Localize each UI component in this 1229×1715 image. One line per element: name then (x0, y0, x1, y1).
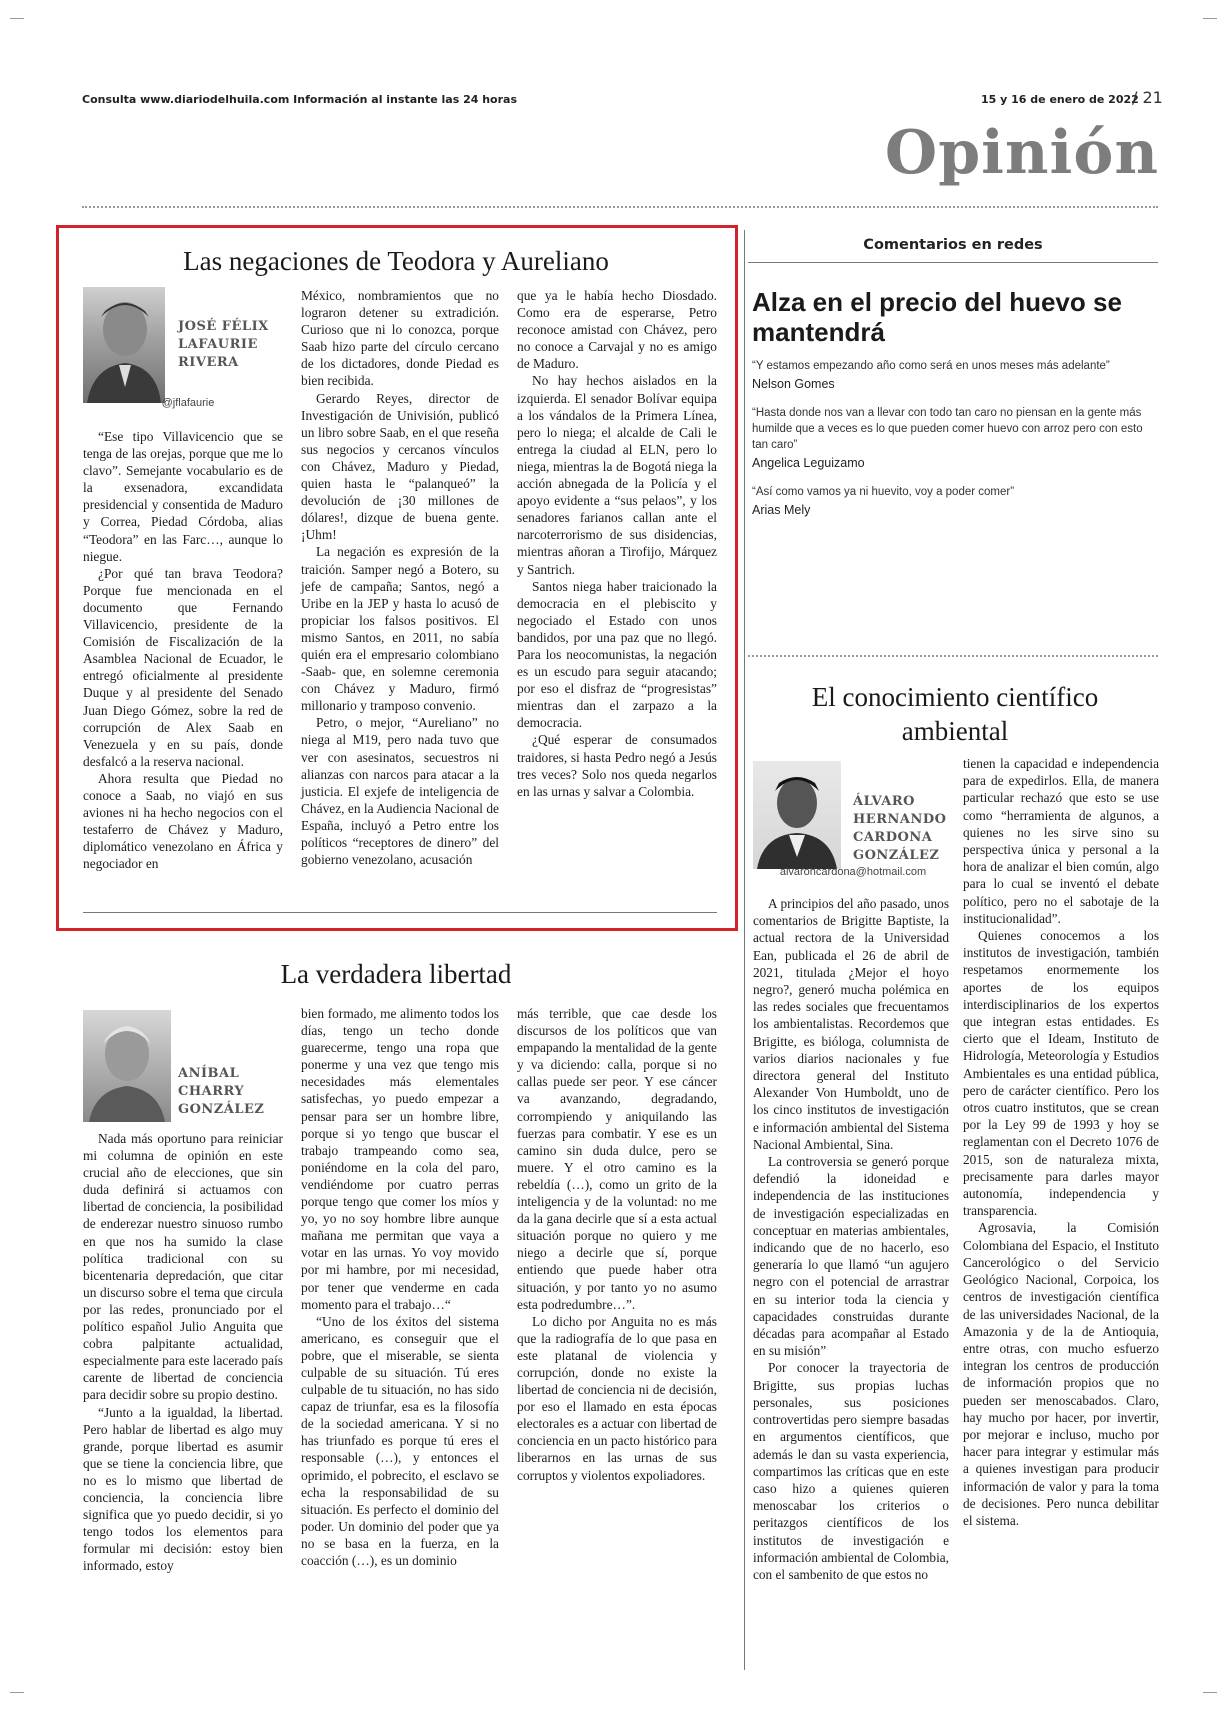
author-first-name: ÁLVARO (853, 794, 915, 809)
comments-kicker: Comentarios en redes (863, 237, 1043, 253)
paragraph: más terrible, que cae desde los discursos de los políticos que van empapando la mentalidad de la gente y va diciendo: calla, porque si no callas puede ser peor. Y ese cáncer va avanzando, degradando, corrompiendo y aniquilando las fuerzas para combatir. Y ese es un camino sin duda dulce, pero se muere. Y el otro camino es la rebeldía (…), como un grito de la inteligencia y de la voluntad: no me da la gana decirle que sí a esta actual situación porque no quiero y me niego a decirle que sí, porque entiendo que puede haber otra situación, y por tanto yo no asumo esta podredumbre…”. (517, 1006, 717, 1312)
comments-title: Alza en el precio del huevo se mantendrá (752, 287, 1122, 347)
author-last-name-2: RIVERA (178, 355, 239, 370)
article2-column-1 (83, 1130, 283, 1574)
paragraph: Petro, o mejor, “Aureliano” no niega al M19, pero nada tuvo que ver con asesinatos, secuestros ni alianzas con narcos para atacar a la justicia. El exjefe de inteligencia de Chávez, en la Audiencia Nacional de España, incluyó a Petro entre los políticos “receptores de dinero” del gobierno venezolano, acusación (301, 715, 499, 868)
paragraph: Santos niega haber traicionado la democracia en el plebiscito y negociado el Estado con unos bandidos, por una paz que no llegó. Para los neocomunistas, la negación es un escudo para seguir atacando; por eso el disfraz de “progresistas” mientras dan el zarpazo a la democracia. (517, 578, 717, 731)
article2-column-2 (301, 1005, 499, 1569)
crop-mark-bottom-left (10, 1692, 24, 1693)
section-title: Opinión (884, 118, 1159, 188)
comment-quote: “Y estamos empezando año como será en unos meses más adelante” (752, 360, 1110, 372)
paragraph: ¿Por qué tan brava Teodora? Porque fue mencionada en el documento que Fernando Villavicencio, presidente de la Comisión de Fiscalización de la Asamblea Nacional de Ecuador, le entregó oficialmente al presidente Duque y al presidente del Senado Juan Diego Gómez, sobre la red de corrupción de Alex Saab en Venezuela y en su país, donde desfalcó a la reserva nacional. (83, 565, 283, 769)
comment-item (752, 484, 1152, 517)
crop-mark-top-left (10, 18, 24, 19)
paragraph: tienen la capacidad e independencia para de expedirlos. Ella, de manera particular rechazó que esto se use como “herramienta de algunos, a quienes no les sirve sino su perspectiva única y personal a la hora de analizar el bien común, algo para lo cual se inventó el debate político, pero no el sabotaje de la institucionalidad”. (963, 756, 1159, 926)
article1-title: Las negaciones de Teodora y Aureliano (183, 246, 609, 276)
article3-author (853, 793, 946, 865)
crop-mark-bottom-right (1203, 1692, 1217, 1693)
column-divider (744, 230, 745, 1670)
paragraph: México, nombramientos que no lograron detener su extradición. Curioso que ni lo conozca, porque Saab hizo parte del círculo cercano de los dictadores, donde Piedad es bien recibida. (301, 288, 499, 389)
paragraph: La controversia se generó porque defendió la idoneidad e independencia de las instituciones de investigación especializadas en conceptuar en materias ambientales, indicando que de no hacerlo, eso generaría lo que llamó “un agujero negro con el potencial de arrastrar en su interior toda la ciencia y capacidades construidas durante décadas para acompañar al Estado en su misión” (753, 1154, 949, 1359)
comment-author: Angelica Leguizamo (752, 456, 865, 470)
author-middle-name: HERNANDO (853, 812, 947, 827)
paragraph: Lo dicho por Anguita no es más que la radiografía de lo que pasa en este platanal de violencia y corrupción, donde no existe la libertad de conciencia ni de decisión, por eso el llamado en esta épocas electorales es a actuar con libertad de conciencia en un pacto histórico para liberarnos en las urnas de sus corruptos y violentos expoliadores. (517, 1313, 718, 1483)
header-tagline: Consulta www.diariodelhuila.com Información al instante las 24 horas (82, 93, 517, 106)
article1-column-2 (301, 287, 499, 868)
article3-title: El conocimiento científico ambiental (811, 682, 1099, 746)
crop-mark-top-right (1203, 18, 1217, 19)
author-last-name-1: CARDONA (853, 830, 933, 845)
article3-column-2 (963, 755, 1159, 1529)
paragraph: “Uno de los éxitos del sistema americano, es conseguir que el pobre, que el miserable, se sienta culpable de su situación. Tú eres culpable de tu situación, no has sido capaz de triunfar, esa es la filosofía de la sociedad americana. Y si no has triunfado es porque tú eres el responsable (…), y entonces el oprimido, el pobrecito, el esclavo se echa la responsabilidad de su situación. Es perfecto el dominio del poder. Un dominio del poder que ya no se basa en la fuerza, en la coacción (…), es un dominio (301, 1313, 499, 1568)
paragraph: Nada más oportuno para reiniciar mi columna de opinión en este crucial año de elecciones, que sin duda definirá si actuamos con libertad de conciencia, la posibilidad de enderezar nuestro sinuoso rumbo en que nos ha sumido la clase política tradicional con su bicentenaria depredación, que citar un discurso sobre el tema que circula por las redes, pronunciado por el político español Julio Anguita que cobra palpitante actualidad, especialmente para este lacerado país carente de libertad de conciencia para decidir sobre su propio destino. (83, 1131, 284, 1403)
author-first-name: ANÍBAL (178, 1066, 240, 1081)
article1-column-1 (83, 428, 283, 872)
author-first-name: JOSÉ FÉLIX (178, 319, 269, 334)
comment-quote: “Así como vamos ya ni huevito, voy a poder comer” (752, 486, 1015, 498)
comments-rule (748, 262, 1158, 263)
article3-column-1 (753, 895, 949, 1583)
header-divider (82, 206, 1158, 208)
comment-item (752, 405, 1152, 470)
author-last-name-1: CHARRY (178, 1084, 245, 1099)
paragraph: Quienes conocemos a los institutos de investigación, también respetamos enormemente los aportes de los equipos interdisciplinarios de los expertos que integran estas entidades. Es cierto que el Ideam, Instituto de Hidrología, Meteorología y Estudios Ambientales es una entidad pública, pero de carácter científico. Pero los otros cuatro institutos, que se crean por la Ley 99 de 1993 y hoy se reglamentan con el Decreto 1076 de 2015, son de naturaleza mixta, precisamente para darles mayor autonomía, independencia y transparencia. (963, 928, 1159, 1219)
author-last-name-2: GONZÁLEZ (178, 1102, 265, 1117)
author-photo-cardona (753, 761, 841, 869)
paragraph: “Junto a la igualdad, la libertad. Pero hablar de libertad es algo muy grande, porque libertad es asumir que se tiene la conciencia libre, que no es lo mismo que libertad de conciencia, la conciencia libre significa que yo puedo decidir, si yo tengo todos los elementos para formular mi decisión: estoy bien informado, estoy (83, 1404, 283, 1574)
paragraph: “Ese tipo Villavicencio que se tenga de las orejas, porque que me lo clavo”. Semejante vocabulario es de la exsenadora, excandidata presidencial y consentida de Maduro y Correa, Piedad Córdoba, alias “Teodora” en las Farc…, aunque lo niegue. (83, 429, 283, 564)
paragraph: Agrosavia, la Comisión Colombiana del Espacio, el Instituto Cancerológico o del Servicio Geológico Nacional, Corpoica, los centros de investigación científica de las universidades Nacional, de la Amazonia y de la de Antioquia, entre otras, con mucho esfuerzo integran los centros de producción de información propios que no pueden ser menoscabados. Claro, hay mucho por hacer, por invertir, por mejorar e incluso, mucho por hacer para integrar y estimular más a quienes investigan para producir información de valor y para la toma de decisiones. Pero nunca debilitar el sistema. (963, 1220, 1159, 1528)
author-photo-charry (83, 1010, 171, 1122)
header-date: 15 y 16 de enero de 2022 (981, 93, 1139, 106)
comment-author: Arias Mely (752, 503, 811, 517)
paragraph: Por conocer la trayectoria de Brigitte, sus propias luchas personales, sus posiciones controvertidas pero siempre basadas en argumentos científicos, que además le dan su vasta experiencia, compartimos las críticas que en este caso hizo a quienes quieren menoscabar los criterios o peritazgos científicos de los institutos de investigación e información ambiental de Colombia, con el sambenito de que estos no (753, 1360, 949, 1582)
paragraph: La negación es expresión de la traición. Samper negó a Botero, su jefe de campaña; Santos, negó a Uribe en la JEP y hasta lo acusó de propiciar los falsos positivos. El mismo Santos, en 2011, no sabía quién era el empresario colombiano -Saab- que, en solemne ceremonia con Chávez y Maduro, firmó millonario y tramposo convenio. (301, 544, 499, 714)
paragraph: No hay hechos aislados en la izquierda. El senador Bolívar equipa a los vándalos de la Primera Línea, pero lo niega; el alcalde de Cali le entrega la ciudad al ELN, pero lo niega, mientras la de Bogotá niega la acción abnegada de la Policía y el apoyo evidente a “sus pelaos”, y los senadores farianos callan ante el narcoterrorismo de sus disidencias, mientras añoran a Tirofijo, Márquez y Santrich. (517, 373, 717, 577)
article3-handle: alvarohcardona@hotmail.com (779, 866, 927, 878)
article1-author (178, 318, 269, 372)
article2-author (178, 1065, 264, 1119)
paragraph: Ahora resulta que Piedad no conoce a Saab, no viajó en sus aviones ni ha hecho negocios con el testaferro de Chávez y Maduro, diplomático venezolano en África y negociador en (83, 770, 283, 872)
article1-bottom-rule (83, 912, 717, 913)
page-number: / 21 (1132, 88, 1163, 107)
comments-bottom-rule (748, 655, 1158, 657)
article2-column-3 (517, 1005, 717, 1484)
paragraph: Gerardo Reyes, director de Investigación de Univisión, publicó un libro sobre Saab, en el que reseña sus negocios y cercanos vínculos con Chávez, Maduro y Piedad, quien hasta le “palanqueó” la devolución de ¡30 millones de dólares!, dizque de buena gente. ¡Uhm! (301, 390, 499, 543)
author-last-name-2: GONZÁLEZ (853, 848, 940, 863)
article2-title: La verdadera libertad (280, 959, 512, 989)
author-photo-lafaurie (83, 287, 165, 403)
comments-list (752, 358, 1152, 517)
comment-author: Nelson Gomes (752, 377, 835, 391)
comment-quote: “Hasta donde nos van a llevar con todo tan caro no piensan en la gente más humilde que a veces es lo que pueden comer huevo con arroz pero con esto tan caro” (752, 407, 1143, 451)
paragraph: A principios del año pasado, unos comentarios de Brigitte Baptiste, la actual rectora de la Universidad Ean, publicada el 26 de abril de 2021, titulada ¿Mejor el hoyo negro?, generó mucha polémica en las redes sociales que frecuentamos los ambientalistas. Recordemos que Brigitte, es bióloga, columnista de varios diarios nacionales y fue directora general del Instituto Alexander Von Humboldt, uno de los cinco institutos de investigación e información ambiental del Sistema Nacional Ambiental, Sina. (753, 896, 949, 1152)
paragraph: ¿Qué esperar de consumados traidores, si hasta Pedro negó a Jesús tres veces? Solo nos queda negarlos en las urnas y salvar a Colombia. (517, 732, 717, 799)
comment-item (752, 358, 1152, 391)
article1-column-3 (517, 287, 717, 800)
author-last-name-1: LAFAURIE (178, 337, 258, 352)
paragraph: bien formado, me alimento todos los días, tengo un techo donde guarecerme, tengo una ropa que ponerme y una vez que tengo mis necesidades más elementales satisfechas, yo puedo empezar a pensar para ser un hombre libre, porque si yo tengo que buscar el trabajo trampeando como sea, poniéndome en la cola del paro, vendiéndome por cuatro perras porque tengo que comer los míos y yo, yo no soy hombre libre aunque mañana me permitan que vaya a votar en las urnas. Yo voy movido por mi hambre, por mi necesidad, por tener que venderme en cada momento para el trabajo…“ (301, 1006, 499, 1312)
paragraph: que ya le había hecho Diosdado. Como era de esperarse, Petro reconoce amistad con Chávez, pero no conoce a Carvajal y no es amigo de Maduro. (517, 288, 717, 372)
article1-handle: @jflafaurie (161, 397, 215, 409)
